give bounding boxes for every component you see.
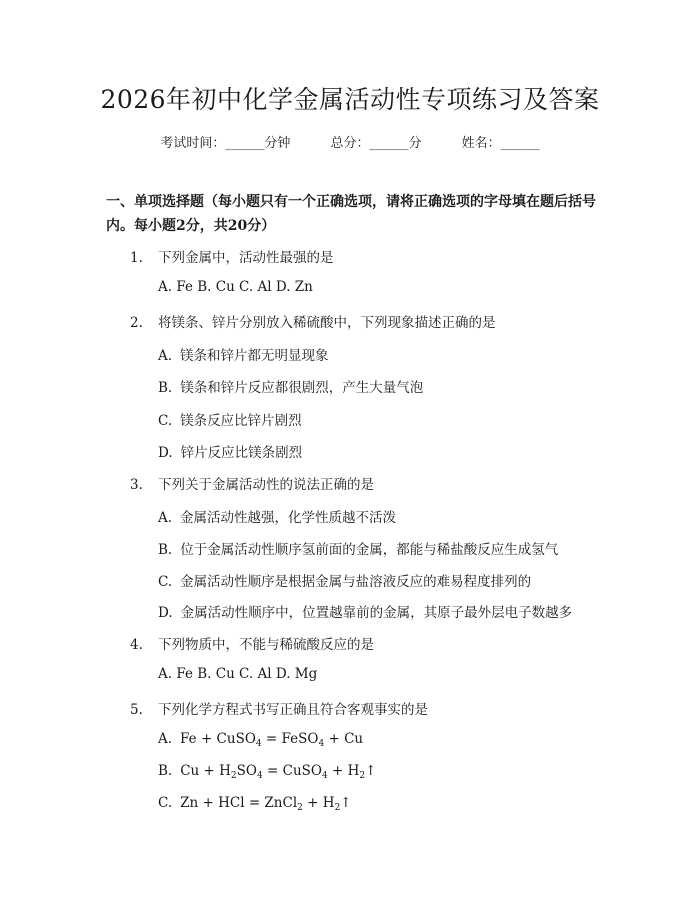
equation: Zn + HCl = ZnCl$_2$ + $H_2↑$ (180, 795, 352, 813)
option-text: 镁条和锌片都无明显现象 (180, 348, 329, 364)
option-letter: A. (158, 731, 173, 747)
option-text: 镁条反应比锌片剧烈 (180, 413, 302, 429)
question-stem: 下列关于金属活动性的说法正确的是 (158, 477, 374, 493)
question-stem: 下列金属中，活动性最强的是 (158, 250, 334, 266)
option-text: 金属活动性顺序中，位置越靠前的金属，其原子最外层电子数越多 (180, 605, 573, 621)
option-letter: C. (158, 574, 173, 590)
question-5 (130, 698, 428, 718)
question-stem: 将镁条、锌片分别放入稀硫酸中，下列现象描述正确的是 (158, 315, 496, 331)
section-heading: 一、单项选择题（每小题只有一个正确选项，请将正确选项的字母填在题后括号内。每小题2分，共20分） (106, 194, 596, 234)
option-letter: A. (158, 510, 173, 526)
question-number: 5. (130, 702, 143, 718)
question-stem: 下列物质中，不能与稀硫酸反应的是 (158, 637, 374, 653)
option-d (158, 441, 302, 461)
question-3 (130, 473, 374, 493)
question-4 (130, 633, 374, 653)
option-a (158, 344, 329, 364)
question-stem: 下列化学方程式书写正确且符合客观事实的是 (158, 702, 428, 718)
option-letter: B. (158, 763, 173, 779)
option-a (158, 506, 396, 526)
exam-meta (0, 132, 700, 151)
equation: $Cu + H_2SO_4$ = CuSO$_4$ + $H_2↑$ (180, 763, 377, 781)
option-a (158, 731, 363, 749)
question-2 (130, 311, 496, 331)
option-text: 金属活动性顺序是根据金属与盐溶液反应的难易程度排列的 (180, 574, 532, 590)
option-b (158, 376, 423, 396)
option-b (158, 763, 376, 781)
total-score-field: 总分：______分 (330, 136, 422, 151)
question-number: 2. (130, 315, 143, 331)
option-letter: D. (158, 445, 173, 461)
option-letter: C. (158, 795, 173, 811)
option-text: 锌片反应比镁条剧烈 (180, 445, 303, 461)
option-text: 位于金属活动性顺序氢前面的金属，都能与稀盐酸反应生成氢气 (180, 542, 559, 558)
option-letter: D. (158, 605, 173, 621)
question-1 (130, 246, 334, 266)
option-letter: B. (158, 542, 173, 558)
option-b (158, 538, 558, 558)
exam-time-field: 考试时间：______分钟 (160, 136, 291, 151)
question-number: 4. (130, 637, 143, 653)
page-title: 2026年初中化学金属活动性专项练习及答案 (100, 85, 600, 114)
option-d (158, 601, 572, 621)
option-letter: A. (158, 348, 173, 364)
option-c (158, 570, 531, 590)
question-1-options: A. Fe B. Cu C. Al D. Zn (158, 279, 313, 295)
question-number: 3. (130, 477, 143, 493)
option-text: 镁条和锌片反应都很剧烈，产生大量气泡 (180, 380, 424, 396)
student-name-field: 姓名：______ (461, 136, 540, 151)
option-letter: C. (158, 413, 173, 429)
equation: Fe + CuSO$_4$ = FeSO$_4$ + Cu (180, 731, 364, 749)
option-letter: B. (158, 380, 173, 396)
option-c (158, 409, 302, 429)
option-text: 金属活动性越强，化学性质越不活泼 (180, 510, 397, 526)
question-number: 1. (130, 250, 143, 266)
option-c (158, 795, 352, 813)
question-4-options: A. Fe B. Cu C. Al D. Mg (158, 666, 318, 682)
